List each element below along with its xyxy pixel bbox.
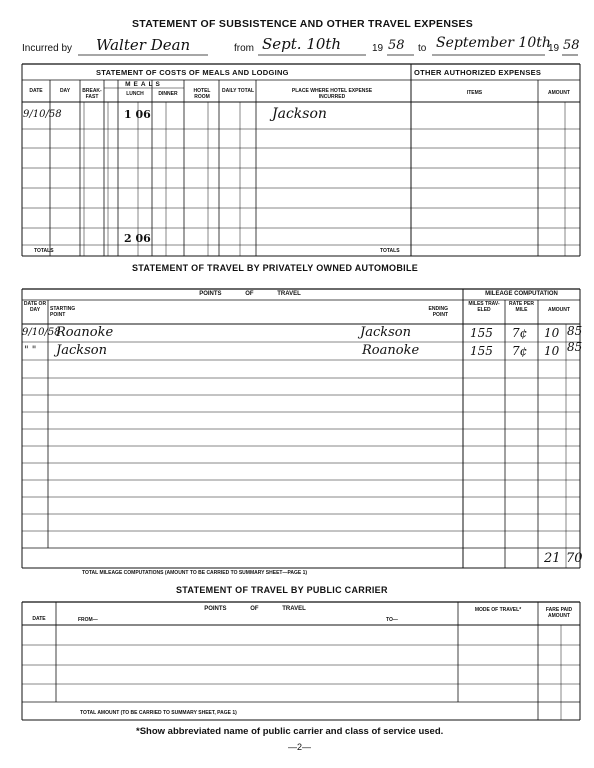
col-dinner-header: DINNER: [158, 91, 178, 97]
footnote: *Show abbreviated name of public carrier and class of service used.: [136, 726, 444, 737]
auto-total-cents[interactable]: 70: [566, 551, 583, 566]
auto-total-label: TOTAL MILEAGE COMPUTATIONS (AMOUNT TO BE CARRIED TO SUMMARY SHEET—PAGE 1): [82, 570, 308, 576]
year-prefix-1: 19: [372, 43, 384, 54]
auto-section-title: STATEMENT OF TRAVEL BY PRIVATELY OWNED AUTOMOBILE: [132, 263, 419, 273]
from-label: from: [234, 43, 254, 54]
incurred-by-label: Incurred by: [22, 43, 73, 54]
auto-row-end[interactable]: Roanoke: [362, 343, 420, 358]
year-field-1[interactable]: 58: [388, 38, 405, 53]
carrier-col-fare: FARE PAID AMOUNT: [545, 607, 573, 619]
col-place-header: PLACE WHERE HOTEL EXPENSE INCURRED: [291, 88, 373, 100]
meals-section-title: STATEMENT OF COSTS OF MEALS AND LODGING: [96, 68, 289, 77]
year-field-2[interactable]: 58: [563, 38, 580, 53]
auto-row-date[interactable]: 9/10/58: [22, 327, 61, 338]
meals-totals-label: TOTALS: [34, 248, 54, 254]
auto-row-miles[interactable]: 155: [470, 326, 493, 340]
auto-points-header: POINTS OF TRAVEL: [199, 291, 301, 297]
meals-entry-lunch[interactable]: 1 06: [124, 108, 151, 121]
to-date-field[interactable]: September 10th: [436, 35, 551, 51]
auto-row-cents[interactable]: 85: [567, 340, 583, 354]
carrier-col-date: DATE: [32, 616, 46, 622]
auto-row-miles[interactable]: 155: [470, 344, 493, 358]
carrier-col-mode: MODE OF TRAVEL*: [474, 607, 522, 613]
auto-col-amount: AMOUNT: [548, 307, 570, 313]
meals-totals-lunch[interactable]: 2 06: [124, 232, 151, 245]
auto-col-start: STARTING POINT: [50, 306, 76, 318]
auto-row-end[interactable]: Jackson: [360, 325, 411, 340]
auto-col-end: ENDING POINT: [428, 306, 448, 318]
page-number: —2—: [288, 742, 312, 752]
meals-entry-date[interactable]: 9/10/58: [23, 109, 62, 120]
other-expenses-title: OTHER AUTHORIZED EXPENSES: [414, 68, 542, 77]
mileage-header: MILEAGE COMPUTATION: [485, 291, 558, 297]
auto-row-start[interactable]: Jackson: [56, 343, 107, 358]
form-title: STATEMENT OF SUBSISTENCE AND OTHER TRAVEL EXPENSES: [132, 18, 474, 30]
col-amount-header: AMOUNT: [548, 90, 570, 96]
auto-row-dollars[interactable]: 10: [544, 344, 560, 358]
auto-col-date: DATE OR DAY: [23, 301, 47, 313]
auto-row-rate[interactable]: 7¢: [512, 344, 528, 358]
auto-row-start[interactable]: Roanoke: [56, 325, 114, 340]
carrier-total-label: TOTAL AMOUNT (TO BE CARRIED TO SUMMARY SHEET, PAGE 1): [80, 710, 237, 716]
col-breakfast-header: BREAK-FAST: [82, 88, 102, 100]
col-items-header: ITEMS: [466, 90, 483, 96]
col-daily-total-header: DAILY TOTAL: [221, 88, 255, 94]
carrier-col-from: FROM—: [78, 617, 98, 623]
to-label: to: [418, 43, 427, 54]
from-date-field[interactable]: Sept. 10th: [262, 35, 342, 53]
year-prefix-2: 19: [548, 43, 560, 54]
carrier-col-to: TO—: [386, 617, 398, 623]
col-day-header: DAY: [59, 88, 71, 94]
auto-total-dollars[interactable]: 21: [544, 551, 561, 566]
auto-row-rate[interactable]: 7¢: [512, 326, 528, 340]
meals-group-label: MEALS: [125, 81, 163, 88]
other-totals-label: TOTALS: [380, 248, 400, 254]
auto-col-miles: MILES TRAV-ELED: [468, 301, 500, 313]
col-hotel-header: HOTEL ROOM: [193, 88, 211, 100]
auto-row-date[interactable]: " ": [24, 345, 37, 356]
carrier-section-title: STATEMENT OF TRAVEL BY PUBLIC CARRIER: [176, 585, 388, 595]
auto-row-cents[interactable]: 85: [567, 324, 583, 338]
auto-row-dollars[interactable]: 10: [544, 326, 560, 340]
col-date-header: DATE: [29, 88, 43, 94]
auto-col-rate: RATE PER MILE: [509, 301, 534, 313]
carrier-points-header: POINTS OF TRAVEL: [204, 606, 306, 612]
col-lunch-header: LUNCH: [126, 91, 144, 97]
incurred-by-field[interactable]: Walter Dean: [96, 36, 191, 54]
meals-entry-place[interactable]: Jackson: [272, 106, 327, 122]
